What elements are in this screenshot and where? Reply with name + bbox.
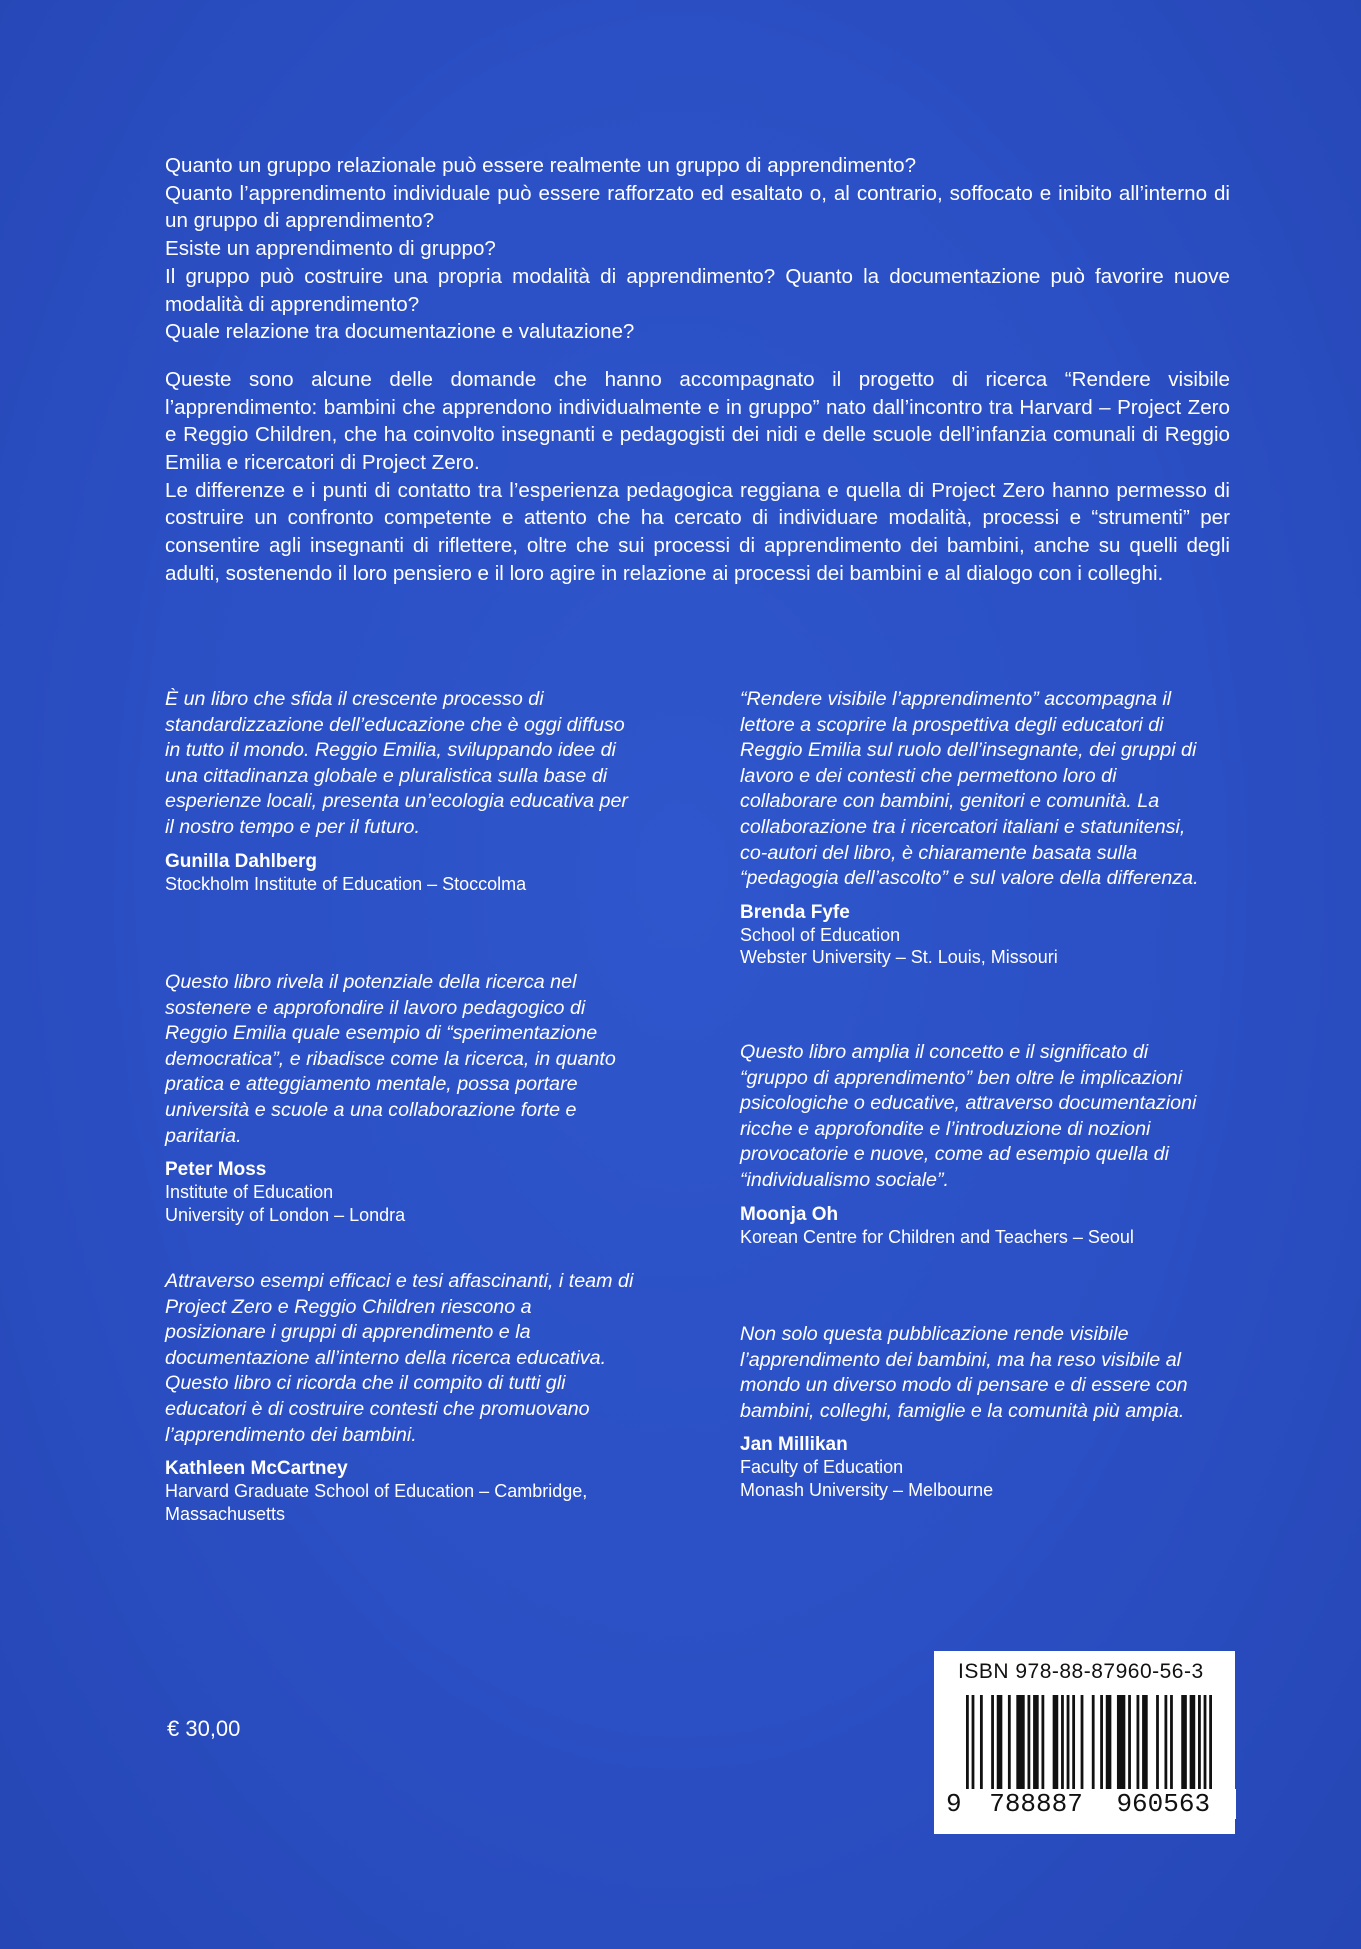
intro-question: Esiste un apprendimento di gruppo? (165, 237, 496, 261)
review-quote: Questo libro amplia il concetto e il significato di “gruppo di apprendimento” ben oltre le implicazioni psicologiche o educative, attraverso documentazioni ricche e approfondite e l’introduzione di nozioni provocatorie e nuove, come ad esempio quella di “individualismo sociale”. (740, 1041, 1197, 1191)
price-label: € 30,00 (167, 1716, 241, 1741)
barcode-bar (1117, 1695, 1125, 1793)
review-block (740, 1322, 1210, 1501)
intro-question: Quanto l’apprendimento individuale può essere rafforzato ed esaltato o, al contrario, soffocato e inibito all’interno di un gruppo di apprendimento? (165, 181, 1230, 233)
barcode-bar (1181, 1695, 1187, 1793)
review-quote: Attraverso esempi efficaci e tesi affascinanti, i team di Project Zero e Reggio Children riescono a posizionare i gruppi di apprendimento e la documentazione all’interno della ricerca educativa. Questo libro ci ricorda che il compito di tutti gli educatori è di costruire contesti che promuovano l’apprendimento dei bambini. (165, 1270, 634, 1446)
isbn-lead-digit: 9 (946, 1789, 962, 1819)
review-affiliation: Korean Centre for Children and Teachers – Seoul (740, 1226, 1134, 1247)
intro-question: Quanto un gruppo relazionale può essere realmente un gruppo di apprendimento? (165, 154, 917, 177)
barcode-bar (1016, 1695, 1024, 1793)
barcode-bar (1072, 1695, 1075, 1793)
barcode-bar (1061, 1695, 1064, 1793)
review-quote: Non solo questa pubblicazione rende visibile l’apprendimento dei bambini, ma ha reso visibile al mondo un diverso modo di pensare e di essere con bambini, colleghi, famiglie e la comunità più ampia. (740, 1323, 1188, 1422)
barcode-bar (997, 1695, 1003, 1793)
barcode-bar (1033, 1695, 1039, 1793)
isbn-digits (940, 1789, 1236, 1819)
review-affiliation: Massachusetts (165, 1503, 286, 1524)
intro-text (165, 152, 1230, 588)
review-author: Kathleen McCartney (165, 1458, 348, 1480)
review-quote: “Rendere visibile l’apprendimento” accompagna il lettore a scoprire la prospettiva degli educatori di Reggio Emilia sul ruolo dell’insegnante, dei gruppi di lavoro e dei contesti che permettono loro di collaborare con bambini, genitori e comunità. La collaborazione tra i ricercatori italiani e statunitensi, co-autori del libro, è chiaramente basata sulla “pedagogia dell’ascolto” e sul valore della differenza. (740, 688, 1199, 890)
barcode-bar (1053, 1695, 1059, 1793)
review-author: Gunilla Dahlberg (165, 850, 318, 872)
review-affiliation: Monash University – Melbourne (740, 1479, 994, 1500)
review-author: Peter Moss (165, 1159, 267, 1181)
intro-paragraph: Le differenze e i punti di contatto tra l’esperienza pedagogica reggiana e quella di Project Zero hanno permesso di costruire un confronto competente e attento che ha cercato di individuare modalità, processi e “strumenti” per consentire agli insegnanti di riflettere, oltre che sui processi di apprendimento dei bambini, anche su quelli degli adulti, sostenendo il loro pensiero e il loro agire in relazione ai processi dei bambini e al dialogo con i colleghi. (165, 478, 1230, 585)
review-affiliation: Institute of Education (165, 1182, 334, 1203)
isbn-digit-group: 960563 (1116, 1789, 1211, 1819)
barcode-bar (1164, 1695, 1167, 1793)
barcode-bar (1100, 1695, 1103, 1793)
intro-question: Quale relazione tra documentazione e valutazione? (165, 320, 635, 344)
review-block (165, 687, 635, 895)
barcode-bar (1028, 1695, 1031, 1793)
paragraph-gap (165, 346, 1230, 366)
review-block (165, 970, 635, 1226)
intro-paragraph: Queste sono alcune delle domande che hanno accompagnato il progetto di ricerca “Rendere visibile l’apprendimento: bambini che apprendono individualmente e in gruppo” nato dall’incontro tra Harvard – Project Zero e Reggio Children, che ha coinvolto insegnanti e pedagogisti dei nidi e delle scuole dell’infanzia comunali di Reggio Emilia e ricercatori di Project Zero. (165, 367, 1230, 475)
barcode-bar (980, 1695, 983, 1793)
barcode-bar (1008, 1695, 1011, 1793)
review-quote: È un libro che sfida il crescente processo di standardizzazione dell’educazione che è oggi diffuso in tutto il mondo. Reggio Emilia, sviluppando idee di una cittadinanza globale e pluralistica sulla base di esperienze locali, presenta un’ecologia educativa per il nostro tempo e per il futuro. (165, 688, 628, 838)
barcode-bar (1041, 1695, 1044, 1793)
review-affiliation: Stockholm Institute of Education – Stoccolma (165, 873, 527, 894)
review-author: Jan Millikan (740, 1434, 848, 1456)
barcode-bar (1170, 1695, 1173, 1793)
review-affiliation: Webster University – St. Louis, Missouri (740, 947, 1058, 968)
intro-question: Il gruppo può costruire una propria modalità di apprendimento? Quanto la documentazione può favorire nuove modalità di apprendimento? (165, 264, 1230, 316)
isbn-digit-group: 788887 (989, 1789, 1083, 1819)
barcode-bar (1137, 1695, 1140, 1793)
review-affiliation: University of London – Londra (165, 1204, 406, 1225)
barcode-bar (1190, 1695, 1196, 1793)
review-block (740, 1040, 1210, 1248)
barcode-bar (1142, 1695, 1148, 1793)
review-quote: Questo libro rivela il potenziale della ricerca nel sostenere e approfondire il lavoro pedagogico di Reggio Emilia quale esempio di “sperimentazione democratica”, e ribadisce come la ricerca, in quanto pratica e atteggiamento mentale, possa portare università e scuole a una collaborazione forte e paritaria. (165, 971, 616, 1147)
review-block (740, 687, 1210, 969)
barcode-bar (1156, 1695, 1159, 1793)
isbn-barcode-box (934, 1651, 1235, 1834)
barcode-bar (1106, 1695, 1112, 1793)
barcode-bar (1067, 1695, 1070, 1793)
review-block (165, 1269, 635, 1525)
review-affiliation: Harvard Graduate School of Education – Cambridge, (165, 1481, 588, 1502)
barcode-bar (1128, 1695, 1131, 1793)
review-author: Moonja Oh (740, 1203, 839, 1225)
review-author: Brenda Fyfe (740, 901, 850, 923)
review-affiliation: Faculty of Education (740, 1457, 904, 1478)
barcode-bar (991, 1695, 994, 1793)
barcode-bar (1198, 1695, 1201, 1793)
isbn-label: ISBN 978-88-87960-56-3 (958, 1660, 1204, 1683)
review-affiliation: School of Education (740, 924, 901, 945)
